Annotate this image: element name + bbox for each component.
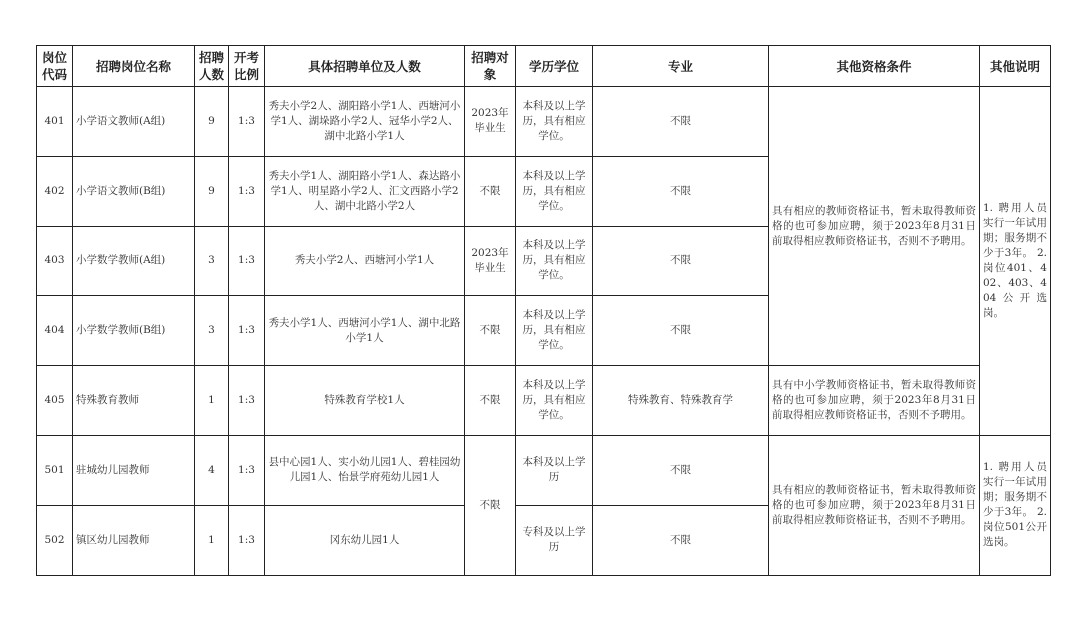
major: 不限: [593, 156, 769, 226]
ratio: 1:3: [229, 296, 265, 366]
header-row: [37, 46, 1051, 87]
ratio: 1:3: [229, 435, 265, 505]
education: 本科及以上学历，具有相应学位。: [516, 87, 593, 157]
qualifications: 具有相应的教师资格证书，暂未取得教师资格的也可参加应聘，须于2023年8月31日前取得相应教师资格证书，否则不予聘用。: [769, 87, 980, 366]
major: 不限: [593, 505, 769, 575]
position-name: 小学数学教师(B组): [73, 296, 195, 366]
position-name: 小学语文教师(A组): [73, 87, 195, 157]
target: 不限: [465, 366, 516, 436]
units: 秀夫小学2人、湖阳路小学1人、西塘河小学1人、湖垛路小学2人、冠华小学2人、湖中北路小学1人: [265, 87, 465, 157]
education: 本科及以上学历，具有相应学位。: [516, 296, 593, 366]
target: 不限: [465, 296, 516, 366]
units: 秀夫小学2人、西塘河小学1人: [265, 226, 465, 296]
units: 冈东幼儿园1人: [265, 505, 465, 575]
education: 专科及以上学历: [516, 505, 593, 575]
major: 不限: [593, 87, 769, 157]
code: 401: [37, 87, 73, 157]
count: 1: [195, 366, 229, 436]
ratio: 1:3: [229, 87, 265, 157]
major: 特殊教育、特殊教育学: [593, 366, 769, 436]
education: 本科及以上学历，具有相应学位。: [516, 156, 593, 226]
notes: 1. 聘用人员实行一年试用期；服务期不少于3年。 2. 岗位501公开选岗。: [980, 435, 1051, 575]
code: 502: [37, 505, 73, 575]
position-name: 驻城幼儿园教师: [73, 435, 195, 505]
header-name: 招聘岗位名称: [73, 46, 195, 87]
code: 405: [37, 366, 73, 436]
target: 不限: [465, 156, 516, 226]
ratio: 1:3: [229, 505, 265, 575]
education: 本科及以上学历，具有相应学位。: [516, 226, 593, 296]
major: 不限: [593, 226, 769, 296]
count: 3: [195, 296, 229, 366]
education: 本科及以上学历: [516, 435, 593, 505]
code: 404: [37, 296, 73, 366]
major: 不限: [593, 435, 769, 505]
ratio: 1:3: [229, 226, 265, 296]
target: 2023年毕业生: [465, 226, 516, 296]
major: 不限: [593, 296, 769, 366]
header-qualifications: 其他资格条件: [769, 46, 980, 87]
header-ratio: 开考比例: [229, 46, 265, 87]
count: 4: [195, 435, 229, 505]
count: 3: [195, 226, 229, 296]
education: 本科及以上学历，具有相应学位。: [516, 366, 593, 436]
code: 501: [37, 435, 73, 505]
count: 9: [195, 156, 229, 226]
position-name: 小学数学教师(A组): [73, 226, 195, 296]
target: 2023年毕业生: [465, 87, 516, 157]
units: 县中心园1人、实小幼儿园1人、碧桂园幼儿园1人、怡景学府苑幼儿园1人: [265, 435, 465, 505]
recruitment-table: [36, 45, 1051, 576]
header-units: 具体招聘单位及人数: [265, 46, 465, 87]
count: 1: [195, 505, 229, 575]
notes: 1. 聘用人员实行一年试用期；服务期不少于3年。 2. 岗位401、402、403、404公开选岗。: [980, 87, 1051, 436]
header-education: 学历学位: [516, 46, 593, 87]
ratio: 1:3: [229, 366, 265, 436]
table-row: [37, 366, 1051, 436]
header-count: 招聘人数: [195, 46, 229, 87]
units: 秀夫小学1人、湖阳路小学1人、森达路小学1人、明星路小学2人、汇文西路小学2人、湖中北路小学2人: [265, 156, 465, 226]
table-row: [37, 435, 1051, 505]
position-name: 特殊教育教师: [73, 366, 195, 436]
ratio: 1:3: [229, 156, 265, 226]
qualifications: 具有相应的教师资格证书，暂未取得教师资格的也可参加应聘，须于2023年8月31日前取得相应教师资格证书，否则不予聘用。: [769, 435, 980, 575]
header-target: 招聘对象: [465, 46, 516, 87]
header-code: 岗位代码: [37, 46, 73, 87]
position-name: 镇区幼儿园教师: [73, 505, 195, 575]
count: 9: [195, 87, 229, 157]
units: 秀夫小学1人、西塘河小学1人、湖中北路小学1人: [265, 296, 465, 366]
code: 403: [37, 226, 73, 296]
header-major: 专业: [593, 46, 769, 87]
header-notes: 其他说明: [980, 46, 1051, 87]
code: 402: [37, 156, 73, 226]
units: 特殊教育学校1人: [265, 366, 465, 436]
target: 不限: [465, 435, 516, 575]
position-name: 小学语文教师(B组): [73, 156, 195, 226]
table-row: [37, 87, 1051, 157]
qualifications: 具有中小学教师资格证书，暂未取得教师资格的也可参加应聘，须于2023年8月31日前取得相应教师资格证书，否则不予聘用。: [769, 366, 980, 436]
